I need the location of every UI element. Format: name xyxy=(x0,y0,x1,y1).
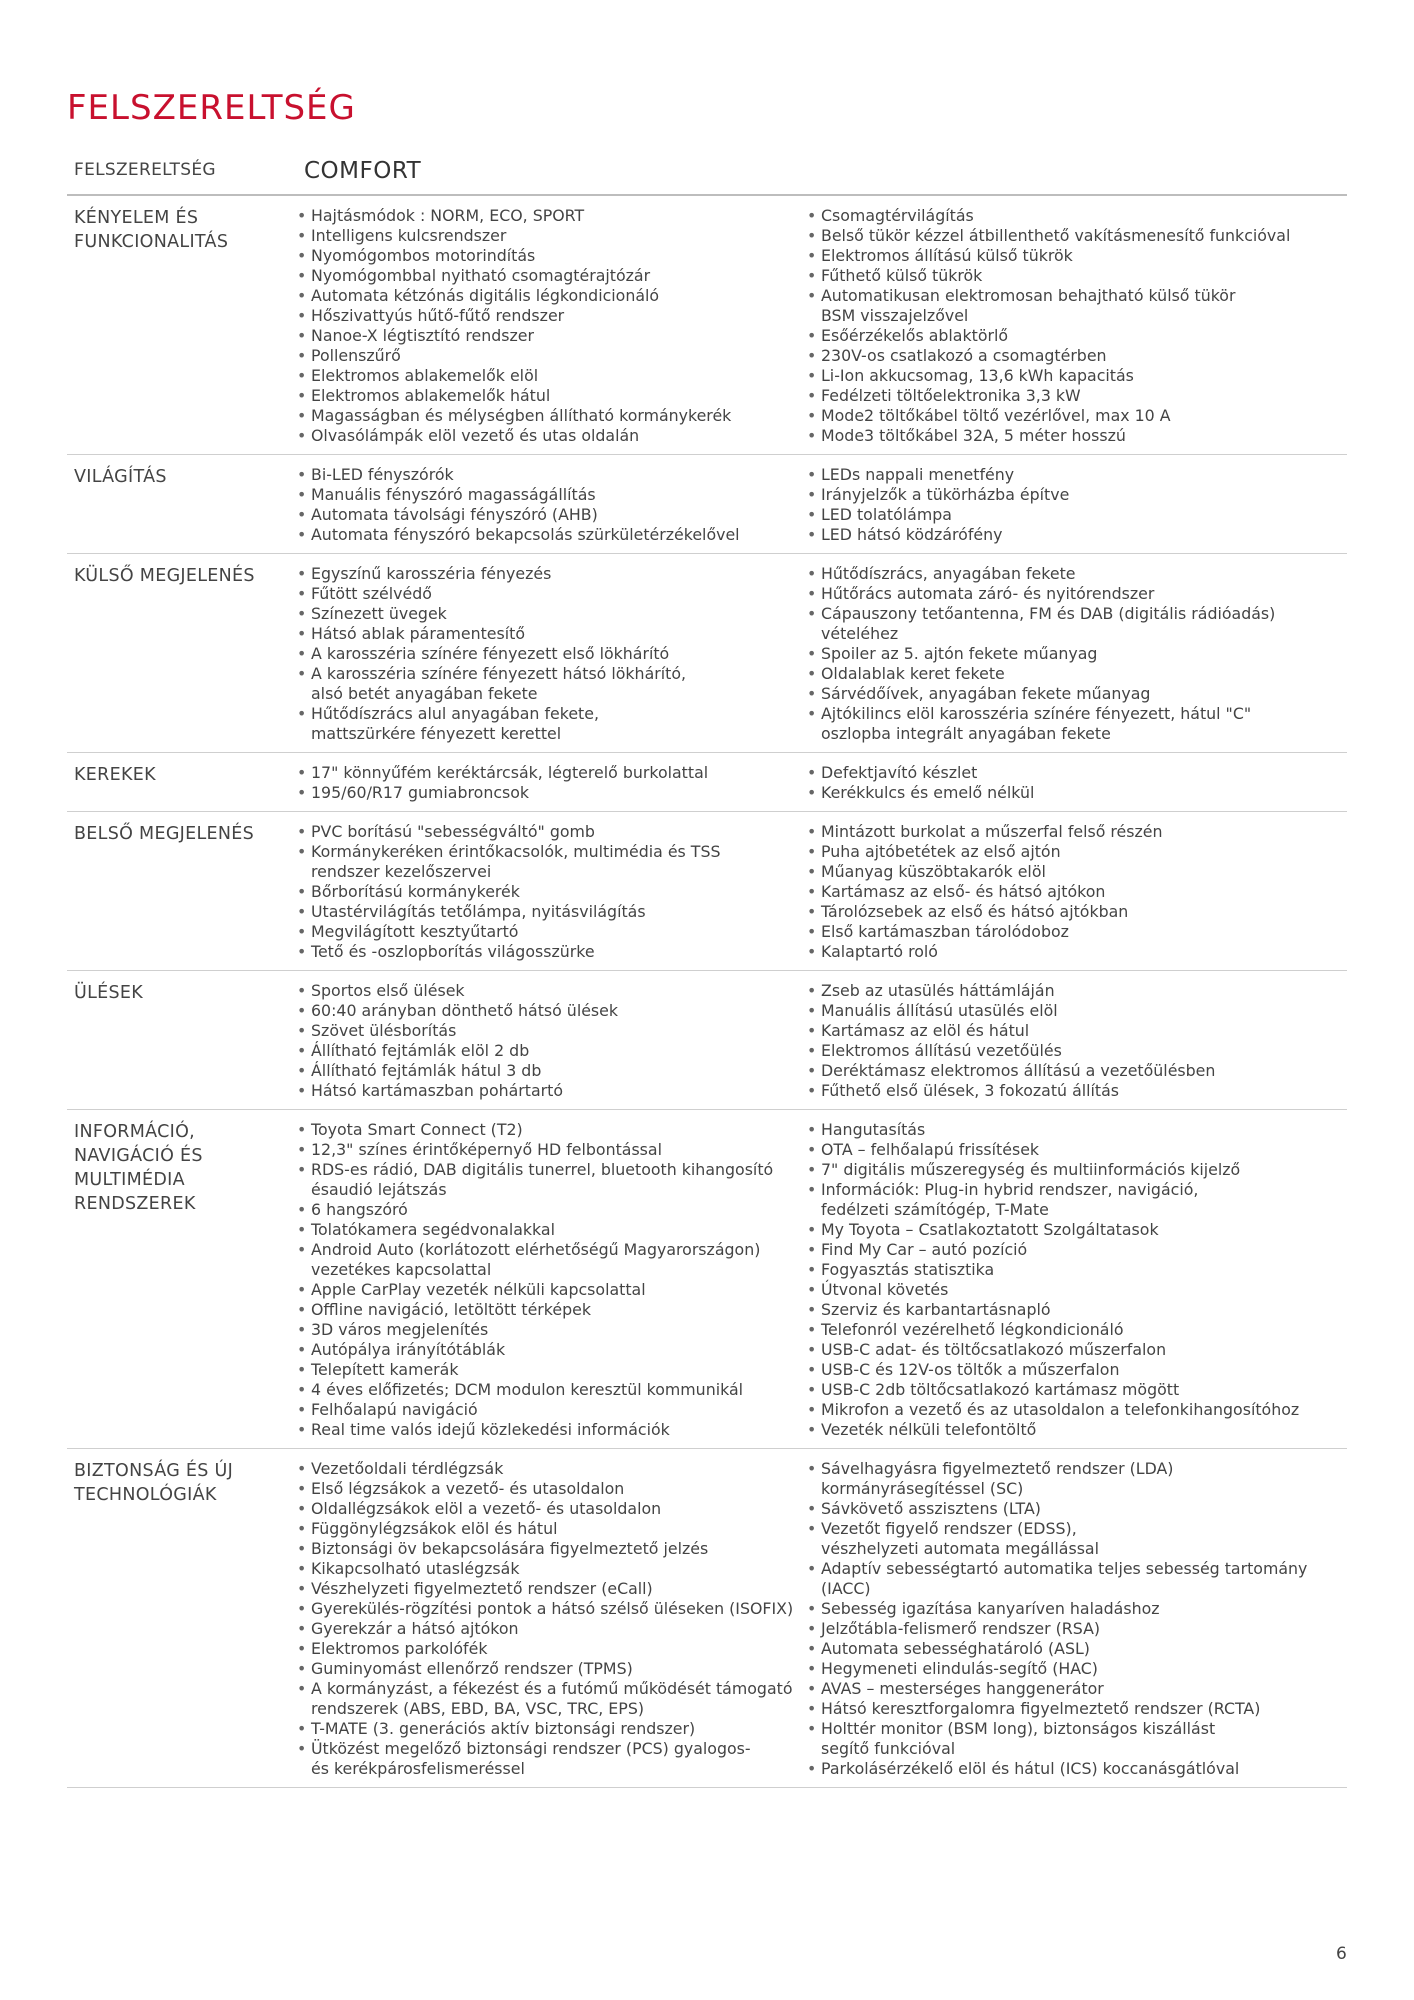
list-item: • Guminyomást ellenőrző rendszer (TPMS) xyxy=(297,1659,807,1679)
list-item: • USB-C adat- és töltőcsatlakozó műszerfalon xyxy=(807,1340,1347,1360)
list-item: • Offline navigáció, letöltött térképek xyxy=(297,1300,807,1320)
list-item: • Puha ajtóbetétek az első ajtón xyxy=(807,842,1347,862)
feature-list-right xyxy=(807,1459,1347,1779)
row-category: ÜLÉSEK xyxy=(74,983,144,1003)
list-item: • Li-Ion akkucsomag, 13,6 kWh kapacitás xyxy=(807,366,1347,386)
row-category: VILÁGÍTÁS xyxy=(74,467,167,487)
list-item: • A karosszéria színére fényezett hátsó lökhárító, alsó betét anyagában fekete xyxy=(297,664,807,704)
list-item: • Első légzsákok a vezető- és utasoldalon xyxy=(297,1479,807,1499)
table-row xyxy=(67,971,1347,1110)
list-item: • 60:40 arányban dönthető hátsó ülések xyxy=(297,1001,807,1021)
list-item: • Fűtött szélvédő xyxy=(297,584,807,604)
list-item: • A karosszéria színére fényezett első lökhárító xyxy=(297,644,807,664)
feature-list-right xyxy=(807,206,1347,446)
table-row xyxy=(67,753,1347,812)
list-item: • Automata sebességhatároló (ASL) xyxy=(807,1639,1347,1659)
list-item: • Sportos első ülések xyxy=(297,981,807,1001)
row-category: KÜLSŐ MEGJELENÉS xyxy=(74,566,255,586)
feature-list-left xyxy=(297,1120,807,1440)
list-item: • Parkolásérzékelő elöl és hátul (ICS) koccanásgátlóval xyxy=(807,1759,1347,1779)
list-item: • Elektromos ablakemelők hátul xyxy=(297,386,807,406)
list-item: • AVAS – mesterséges hanggenerátor xyxy=(807,1679,1347,1699)
list-item: • Gyerekülés-rögzítési pontok a hátsó szélső üléseken (ISOFIX) xyxy=(297,1599,807,1619)
list-item: • 3D város megjelenítés xyxy=(297,1320,807,1340)
list-item: • Vezetőoldali térdlégzsák xyxy=(297,1459,807,1479)
table-row xyxy=(67,196,1347,455)
list-item: • Irányjelzők a tükörházba építve xyxy=(807,485,1347,505)
row-category: BIZTONSÁG ÉS ÚJ TECHNOLÓGIÁK xyxy=(74,1461,234,1505)
list-item: • Android Auto (korlátozott elérhetőségű Magyarországon) vezetékes kapcsolattal xyxy=(297,1240,807,1280)
page-title: FELSZERELTSÉG xyxy=(67,88,356,128)
list-item: • Biztonsági öv bekapcsolására figyelmeztető jelzés xyxy=(297,1539,807,1559)
list-item: • Defektjavító készlet xyxy=(807,763,1347,783)
list-item: • Cápauszony tetőantenna, FM és DAB (digitális rádióadás) vételéhez xyxy=(807,604,1347,644)
list-item: • Manuális állítású utasülés elöl xyxy=(807,1001,1347,1021)
list-item: • Real time valós idejű közlekedési információk xyxy=(297,1420,807,1440)
list-item: • My Toyota – Csatlakoztatott Szolgáltatasok xyxy=(807,1220,1347,1240)
feature-list-left xyxy=(297,564,807,744)
list-item: • Gyerekzár a hátsó ajtókon xyxy=(297,1619,807,1639)
row-category: INFORMÁCIÓ, NAVIGÁCIÓ ÉS MULTIMÉDIA RENDSZEREK xyxy=(74,1122,203,1214)
list-item: • Hűtődíszrács alul anyagában fekete, mattszürkére fényezett kerettel xyxy=(297,704,807,744)
list-item: • Útvonal követés xyxy=(807,1280,1347,1300)
list-item: • Vezeték nélküli telefontöltő xyxy=(807,1420,1347,1440)
list-item: • Mikrofon a vezető és az utasoldalon a telefonkihangosítóhoz xyxy=(807,1400,1347,1420)
list-item: • Utastérvilágítás tetőlámpa, nyitásvilágítás xyxy=(297,902,807,922)
list-item: • T-MATE (3. generációs aktív biztonsági rendszer) xyxy=(297,1719,807,1739)
list-item: • RDS-es rádió, DAB digitális tunerrel, bluetooth kihangosító ésaudió lejátszás xyxy=(297,1160,807,1200)
list-item: • Fedélzeti töltőelektronika 3,3 kW xyxy=(807,386,1347,406)
list-item: • Automatikusan elektromosan behajtható külső tükör BSM visszajelzővel xyxy=(807,286,1347,326)
table-row xyxy=(67,812,1347,971)
list-item: • Információk: Plug-in hybrid rendszer, navigáció, fedélzeti számítógép, T-Mate xyxy=(807,1180,1347,1220)
list-item: • Nyomógombbal nyitható csomagtérajtózár xyxy=(297,266,807,286)
list-item: • LEDs nappali menetfény xyxy=(807,465,1347,485)
list-item: • Sebesség igazítása kanyaríven haladáshoz xyxy=(807,1599,1347,1619)
list-item: • Magasságban és mélységben állítható kormánykerék xyxy=(297,406,807,426)
list-item: • USB-C és 12V-os töltők a műszerfalon xyxy=(807,1360,1347,1380)
list-item: • Esőérzékelős ablaktörlő xyxy=(807,326,1347,346)
feature-list-left xyxy=(297,465,807,545)
list-item: • Szerviz és karbantartásnapló xyxy=(807,1300,1347,1320)
feature-list-right xyxy=(807,564,1347,744)
list-item: • 17" könnyűfém keréktárcsák, légterelő burkolattal xyxy=(297,763,807,783)
list-item: • Függönylégzsákok elöl és hátul xyxy=(297,1519,807,1539)
list-item: • Telepített kamerák xyxy=(297,1360,807,1380)
list-item: • Apple CarPlay vezeték nélküli kapcsolattal xyxy=(297,1280,807,1300)
row-category: BELSŐ MEGJELENÉS xyxy=(74,824,255,844)
list-item: • Sárvédőívek, anyagában fekete műanyag xyxy=(807,684,1347,704)
list-item: • Tolatókamera segédvonalakkal xyxy=(297,1220,807,1240)
list-item: • Hangutasítás xyxy=(807,1120,1347,1140)
list-item: • Elektromos parkolófék xyxy=(297,1639,807,1659)
list-item: • Belső tükör kézzel átbillenthető vakításmenesítő funkcióval xyxy=(807,226,1347,246)
table-header xyxy=(67,158,1347,196)
feature-list-right xyxy=(807,1120,1347,1440)
feature-list-right xyxy=(807,981,1347,1101)
feature-list-right xyxy=(807,822,1347,962)
list-item: • Hűtődíszrács, anyagában fekete xyxy=(807,564,1347,584)
list-item: • Állítható fejtámlák hátul 3 db xyxy=(297,1061,807,1081)
list-item: • Sávkövető asszisztens (LTA) xyxy=(807,1499,1347,1519)
list-item: • Intelligens kulcsrendszer xyxy=(297,226,807,246)
list-item: • Kalaptartó roló xyxy=(807,942,1347,962)
list-item: • Színezett üvegek xyxy=(297,604,807,624)
feature-list-left xyxy=(297,822,807,962)
list-item: • Hegymeneti elindulás-segítő (HAC) xyxy=(807,1659,1347,1679)
list-item: • PVC borítású "sebességváltó" gomb xyxy=(297,822,807,842)
list-item: • A kormányzást, a fékezést és a futómű működését támogató rendszerek (ABS, EBD, BA, VSC, TRC, EPS) xyxy=(297,1679,807,1719)
list-item: • Hátsó kartámaszban pohártartó xyxy=(297,1081,807,1101)
list-item: • Hűtőrács automata záró- és nyitórendszer xyxy=(807,584,1347,604)
list-item: • Bőrborítású kormánykerék xyxy=(297,882,807,902)
list-item: • OTA – felhőalapú frissítések xyxy=(807,1140,1347,1160)
list-item: • Megvilágított kesztyűtartó xyxy=(297,922,807,942)
list-item: • Hajtásmódok : NORM, ECO, SPORT xyxy=(297,206,807,226)
list-item: • Kartámasz az első- és hátsó ajtókon xyxy=(807,882,1347,902)
list-item: • 7" digitális műszeregység és multiinformációs kijelző xyxy=(807,1160,1347,1180)
list-item: • Műanyag küszöbtakarók elöl xyxy=(807,862,1347,882)
list-item: • Fűthető külső tükrök xyxy=(807,266,1347,286)
list-item: • 6 hangszóró xyxy=(297,1200,807,1220)
list-item: • Telefonról vezérelhető légkondicionáló xyxy=(807,1320,1347,1340)
list-item: • Bi-LED fényszórók xyxy=(297,465,807,485)
list-item: • 4 éves előfizetés; DCM modulon keresztül kommunikál xyxy=(297,1380,807,1400)
list-item: • Spoiler az 5. ajtón fekete műanyag xyxy=(807,644,1347,664)
list-item: • LED hátsó ködzárófény xyxy=(807,525,1347,545)
list-item: • Automata fényszóró bekapcsolás szürkületérzékelővel xyxy=(297,525,807,545)
list-item: • Oldalablak keret fekete xyxy=(807,664,1347,684)
list-item: • Állítható fejtámlák elöl 2 db xyxy=(297,1041,807,1061)
list-item: • Csomagtérvilágítás xyxy=(807,206,1347,226)
list-item: • Tárolózsebek az első és hátsó ajtókban xyxy=(807,902,1347,922)
list-item: • Olvasólámpák elöl vezető és utas oldalán xyxy=(297,426,807,446)
table-row xyxy=(67,554,1347,753)
list-item: • Elektromos ablakemelők elöl xyxy=(297,366,807,386)
list-item: • Fűthető első ülések, 3 fokozatú állítás xyxy=(807,1081,1347,1101)
list-item: • Első kartámaszban tárolódoboz xyxy=(807,922,1347,942)
header-category: FELSZERELTSÉG xyxy=(74,160,216,180)
list-item: • Autópálya irányítótáblák xyxy=(297,1340,807,1360)
row-category: KÉNYELEM ÉS FUNKCIONALITÁS xyxy=(74,208,229,252)
list-item: • Automata távolsági fényszóró (AHB) xyxy=(297,505,807,525)
feature-list-left xyxy=(297,981,807,1101)
list-item: • Kikapcsolható utaslégzsák xyxy=(297,1559,807,1579)
list-item: • Holttér monitor (BSM long), biztonságos kiszállást segítő funkcióval xyxy=(807,1719,1347,1759)
feature-list-left xyxy=(297,763,807,803)
list-item: • Mode2 töltőkábel töltő vezérlővel, max 10 A xyxy=(807,406,1347,426)
list-item: • Nanoe-X légtisztító rendszer xyxy=(297,326,807,346)
list-item: • Ütközést megelőző biztonsági rendszer (PCS) gyalogos- és kerékpárosfelismeréssel xyxy=(297,1739,807,1779)
table-row xyxy=(67,1110,1347,1449)
table-row xyxy=(67,1449,1347,1788)
list-item: • Szövet ülésborítás xyxy=(297,1021,807,1041)
list-item: • Elektromos állítású külső tükrök xyxy=(807,246,1347,266)
page-number: 6 xyxy=(1336,1944,1347,1964)
list-item: • Tető és -oszlopborítás világosszürke xyxy=(297,942,807,962)
list-item: • Hátsó ablak páramentesítő xyxy=(297,624,807,644)
list-item: • Zseb az utasülés háttámláján xyxy=(807,981,1347,1001)
list-item: • Jelzőtábla-felismerő rendszer (RSA) xyxy=(807,1619,1347,1639)
feature-list-left xyxy=(297,206,807,446)
list-item: • Oldallégzsákok elöl a vezető- és utasoldalon xyxy=(297,1499,807,1519)
row-category: KEREKEK xyxy=(74,765,156,785)
list-item: • 195/60/R17 gumiabroncsok xyxy=(297,783,807,803)
list-item: • 12,3" színes érintőképernyő HD felbontással xyxy=(297,1140,807,1160)
list-item: • Pollenszűrő xyxy=(297,346,807,366)
list-item: • Vezetőt figyelő rendszer (EDSS), vészhelyzeti automata megállással xyxy=(807,1519,1347,1559)
feature-list-right xyxy=(807,763,1347,803)
list-item: • Deréktámasz elektromos állítású a vezetőülésben xyxy=(807,1061,1347,1081)
list-item: • Hőszivattyús hűtő-fűtő rendszer xyxy=(297,306,807,326)
list-item: • LED tolatólámpa xyxy=(807,505,1347,525)
list-item: • Automata kétzónás digitális légkondicionáló xyxy=(297,286,807,306)
list-item: • Kerékkulcs és emelő nélkül xyxy=(807,783,1347,803)
list-item: • Felhőalapú navigáció xyxy=(297,1400,807,1420)
list-item: • Vészhelyzeti figyelmeztető rendszer (eCall) xyxy=(297,1579,807,1599)
list-item: • Sávelhagyásra figyelmeztető rendszer (LDA) kormányrásegítéssel (SC) xyxy=(807,1459,1347,1499)
table-body xyxy=(67,196,1347,1788)
list-item: • Adaptív sebességtartó automatika teljes sebesség tartomány (IACC) xyxy=(807,1559,1347,1599)
header-trim-comfort: COMFORT xyxy=(304,158,422,184)
list-item: • Fogyasztás statisztika xyxy=(807,1260,1347,1280)
list-item: • Kartámasz az elöl és hátul xyxy=(807,1021,1347,1041)
list-item: • Mintázott burkolat a műszerfal felső részén xyxy=(807,822,1347,842)
list-item: • Mode3 töltőkábel 32A, 5 méter hosszú xyxy=(807,426,1347,446)
list-item: • Hátsó keresztforgalomra figyelmeztető rendszer (RCTA) xyxy=(807,1699,1347,1719)
list-item: • Toyota Smart Connect (T2) xyxy=(297,1120,807,1140)
list-item: • Find My Car – autó pozíció xyxy=(807,1240,1347,1260)
list-item: • Nyomógombos motorindítás xyxy=(297,246,807,266)
list-item: • Elektromos állítású vezetőülés xyxy=(807,1041,1347,1061)
list-item: • Egyszínű karosszéria fényezés xyxy=(297,564,807,584)
feature-list-left xyxy=(297,1459,807,1779)
list-item: • 230V-os csatlakozó a csomagtérben xyxy=(807,346,1347,366)
table-row xyxy=(67,455,1347,554)
feature-list-right xyxy=(807,465,1347,545)
list-item: • Kormánykeréken érintőkacsolók, multimédia és TSS rendszer kezelőszervei xyxy=(297,842,807,882)
list-item: • Ajtókilincs elöl karosszéria színére fényezett, hátul "C" oszlopba integrált anyagában fekete xyxy=(807,704,1347,744)
list-item: • Manuális fényszóró magasságállítás xyxy=(297,485,807,505)
spec-table xyxy=(67,158,1347,1788)
list-item: • USB-C 2db töltőcsatlakozó kartámasz mögött xyxy=(807,1380,1347,1400)
